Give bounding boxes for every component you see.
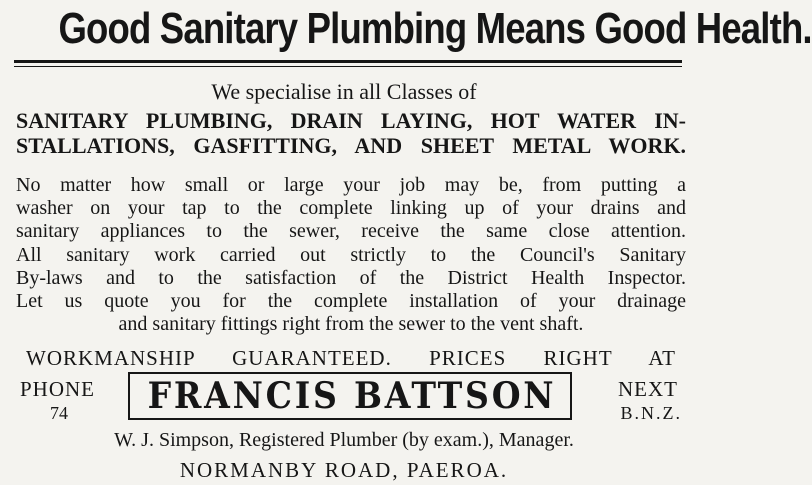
body-line: By-laws and to the satisfaction of the District Health Inspector. [16,266,686,289]
manager-line: W. J. Simpson, Registered Plumber (by exam.), Manager. [114,429,574,451]
body-line: and sanitary fittings right from the sewer to the vent shaft. [118,313,584,336]
body-line: sanitary appliances to the sewer, receive the same close attention. [16,220,686,243]
address-line: NORMANBY ROAD, PAEROA. [179,458,509,482]
services-line: SANITARY PLUMBING, DRAIN LAYING, HOT WATER IN- [16,108,686,133]
body-line: Let us quote you for the complete installation of your drainage [16,290,686,313]
services-line: STALLATIONS, GASFITTING, AND SHEET METAL WORK. [16,133,686,158]
business-name: FRANCIS BATTSON [147,375,557,417]
body-line: All sanitary work carried out strictly to the Council's Sanitary [16,243,686,266]
headline: Good Sanitary Plumbing Means Good Health. [58,4,812,53]
intro-line: We specialise in all Classes of [211,79,477,104]
headline-rule-thin [14,66,682,67]
phone-number: 74 [50,403,68,423]
body-line: No matter how small or large your job may be, from putting a [16,174,686,196]
location-label: NEXT [618,377,678,401]
services-block [16,108,686,158]
phone-label: PHONE [20,377,96,401]
business-name-box [128,372,572,420]
body-line: washer on your tap to the complete linking up of your drains and [16,197,686,220]
location-detail: B.N.Z. [620,403,682,423]
headline-rule-thick [14,60,682,63]
body-copy [16,174,686,336]
guarantee-line: WORKMANSHIP GUARANTEED. PRICES RIGHT AT [26,346,676,370]
